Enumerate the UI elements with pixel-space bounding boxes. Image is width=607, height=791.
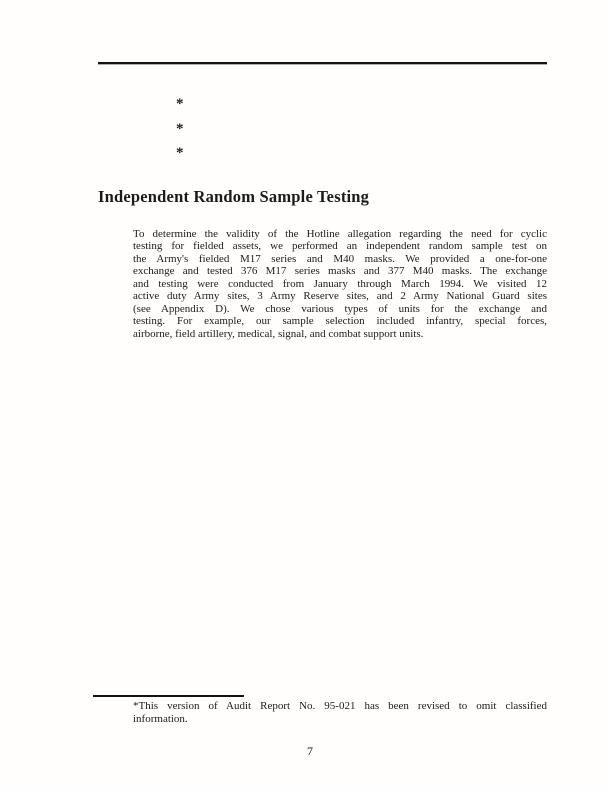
text-line: * (176, 120, 184, 137)
text-line: the Army's fielded M17 series and M40 masks. We provided a one-for-one (133, 252, 547, 265)
header-rule (98, 62, 547, 64)
page-number: 7 (307, 744, 313, 758)
text-line: testing for fielded assets, we performed an independent random sample test on (133, 240, 547, 253)
section-heading: Independent Random Sample Testing (98, 187, 370, 206)
text-line: information. (133, 712, 188, 725)
text-line: exchange and tested 376 M17 series masks and 377 M40 masks. The exchange (133, 265, 547, 278)
text-line: airborne, field artillery, medical, signal, and combat support units. (133, 327, 424, 340)
body-paragraph (133, 228, 547, 340)
text-line: testing. For example, our sample selection included infantry, special forces, (133, 315, 547, 328)
text-line: and testing were conducted from January through March 1994. We visited 12 (133, 277, 547, 290)
text-line: To determine the validity of the Hotline allegation regarding the need for cyclic (133, 228, 547, 240)
text-line: * (176, 145, 184, 161)
text-line: (see Appendix D). We chose various types of units for the exchange and (133, 302, 547, 315)
text-line: active duty Army sites, 3 Army Reserve sites, and 2 Army National Guard sites (133, 290, 547, 303)
text-line: *This version of Audit Report No. 95-021 has been revised to omit classified (133, 700, 547, 712)
redaction-asterisks (176, 92, 184, 166)
text-line: * (176, 96, 184, 112)
footnote-text (133, 700, 547, 725)
footnote-rule (93, 695, 244, 697)
